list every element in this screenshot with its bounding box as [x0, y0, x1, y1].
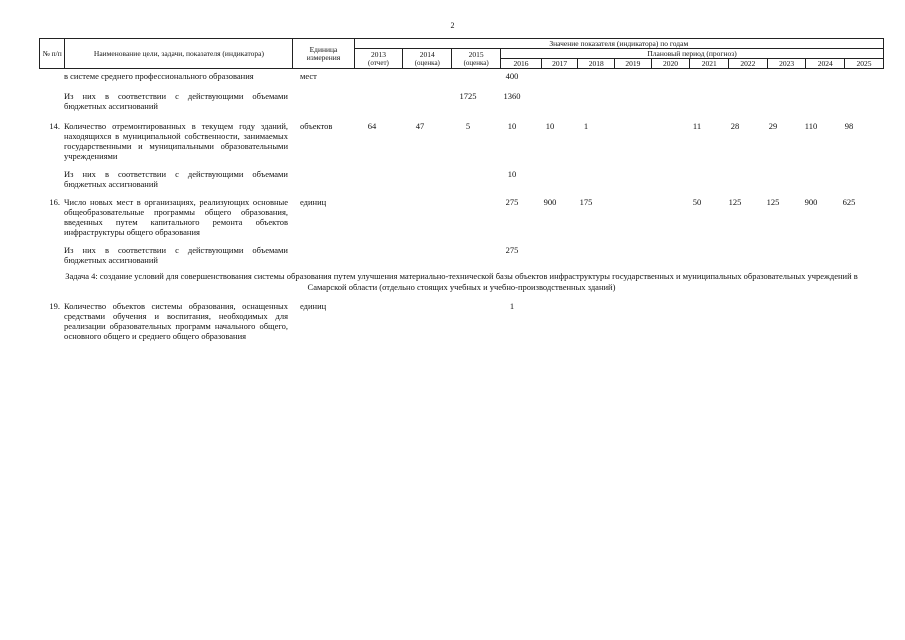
indicator-name: Число новых мест в организациях, реализующих основные общеобразовательные программы общего образования, введенных путем капитального ремонта объектов инфраструктуры общего образования [64, 197, 288, 237]
value-cell: 1725 [459, 91, 477, 101]
value-cell: 10 [507, 169, 517, 179]
value-cell: 275 [505, 197, 519, 207]
table-row [39, 301, 884, 341]
value-cell: 1 [509, 301, 515, 311]
header-plan-year: 2020 [651, 59, 690, 69]
header-year-2015: 2015 (оценка) [452, 49, 501, 69]
table-row [39, 197, 884, 237]
table-row [39, 71, 884, 81]
header-plan-year: 2025 [845, 59, 884, 69]
value-cell: 50 [692, 197, 702, 207]
indicator-name: Из них в соответствии с действующими объемами бюджетных ассигнований [64, 245, 288, 265]
header-unit: Единица измерения [293, 39, 354, 69]
header-plan-year: 2019 [615, 59, 652, 69]
value-cell: 10 [507, 121, 517, 131]
header-plan-year: 2021 [690, 59, 729, 69]
task-heading: Задача 4: создание условий для совершенствования системы образования путем улучшения материально-технической базы объектов инфраструктуры государственных и муниципальных образовательных учреждений в Самарской области (отдельно стоящих учебных и учебно-производственных зданий) [65, 271, 858, 292]
unit: мест [300, 71, 317, 81]
row-number: 16. [49, 197, 60, 207]
unit: единиц [300, 301, 327, 311]
indicator-name: в системе среднего профессионального образования [64, 71, 254, 81]
header-plan-year: 2024 [806, 59, 845, 69]
value-cell: 400 [505, 71, 519, 81]
value-cell: 10 [545, 121, 555, 131]
value-cell: 5 [465, 121, 471, 131]
value-cell: 125 [766, 197, 780, 207]
value-cell: 900 [543, 197, 557, 207]
unit: единиц [300, 197, 327, 207]
indicator-name: Количество объектов системы образования, оснащенных средствами обучения и воспитания, необходимых для реализации образовательных программ начального общего, основного общего и среднего общего образования [64, 301, 288, 341]
value-cell: 28 [730, 121, 740, 131]
header-name: Наименование цели, задачи, показателя (индикатора) [65, 39, 293, 69]
value-cell: 29 [768, 121, 778, 131]
value-cell: 110 [804, 121, 818, 131]
header-plan-year: 2016 [501, 59, 542, 69]
value-cell: 275 [505, 245, 519, 255]
value-cell: 1 [583, 121, 589, 131]
table-row [39, 245, 884, 265]
header-plan-group: Плановый период (прогноз) [501, 49, 884, 59]
header-no: № п/п [40, 39, 65, 69]
value-cell: 64 [367, 121, 377, 131]
header-plan-year: 2018 [578, 59, 615, 69]
table-header [39, 38, 884, 69]
table-row [39, 169, 884, 189]
page-number: 2 [450, 21, 455, 30]
table-body [39, 71, 884, 341]
value-cell: 98 [844, 121, 854, 131]
table-row [39, 121, 884, 161]
header-values-group: Значение показателя (индикатора) по годам [354, 39, 883, 49]
value-cell: 11 [692, 121, 702, 131]
value-cell: 125 [728, 197, 742, 207]
indicator-name: Из них в соответствии с действующими объемами бюджетных ассигнований [64, 169, 288, 189]
header-plan-year: 2023 [767, 59, 806, 69]
header-year-2013: 2013 (отчет) [354, 49, 403, 69]
value-cell: 900 [804, 197, 818, 207]
indicator-name: Из них в соответствии с действующими объемами бюджетных ассигнований [64, 91, 288, 111]
value-cell: 175 [579, 197, 593, 207]
header-year-2014: 2014 (оценка) [403, 49, 452, 69]
table-row [39, 91, 884, 111]
unit: объектов [300, 121, 333, 131]
value-cell: 47 [415, 121, 425, 131]
indicator-name: Количество отремонтированных в текущем году зданий, находящихся в муниципальной собственности, занимаемых государственными и муниципальными образовательными учреждениями [64, 121, 288, 161]
header-plan-year: 2022 [729, 59, 768, 69]
row-number: 19. [49, 301, 60, 311]
value-cell: 625 [842, 197, 856, 207]
value-cell: 1360 [503, 91, 521, 101]
row-number: 14. [49, 121, 60, 131]
header-plan-year: 2017 [541, 59, 578, 69]
